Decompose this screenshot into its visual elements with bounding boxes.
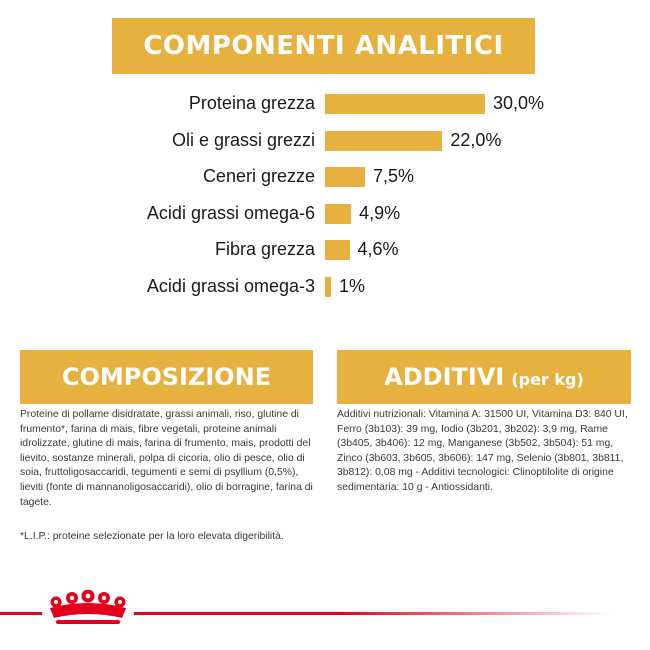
analytic-label: Proteina grezza <box>188 93 315 113</box>
analytic-label: Acidi grassi omega-3 <box>146 275 315 296</box>
analytic-bar <box>325 131 442 151</box>
analytic-title: COMPONENTI ANALITICI <box>143 31 504 61</box>
composition-title: COMPOSIZIONE <box>61 363 272 391</box>
analytic-value: 30,0% <box>493 93 545 113</box>
analytic-value: 1% <box>339 275 366 296</box>
analytic-bar <box>325 277 331 297</box>
analytic-value: 7,5% <box>373 166 415 186</box>
composition-text: Proteine di pollame disidratate, grassi animali, riso, glutine di frumento*, farina di mais, fibre vegetali, proteine animali idrolizzate, glutine di mais, farina di frumento, mais, prodotti del lievito, sostanze minerali, polpa di cicoria, olio di pesce, olio di soia, fruttoligosaccaridi, tegumenti e semi di psyllium (0,5%), lieviti (fonte di mannanoligosaccaridi), olio di borragine, farina di tagete. <box>20 409 313 508</box>
analytic-label: Ceneri grezze <box>202 166 315 186</box>
analytic-bar <box>325 94 485 114</box>
analytic-value: 4,6% <box>357 239 399 259</box>
analytic-value: 22,0% <box>450 129 502 150</box>
additives-title-sub: (per kg) <box>511 369 584 389</box>
analytic-title-banner <box>112 18 535 74</box>
composition-title-banner <box>20 350 313 404</box>
analytic-bar <box>325 204 351 224</box>
composition-note: *L.I.P.: proteine selezionate per la loro elevata digeribilità. <box>20 531 284 542</box>
additives-text: Additivi nutrizionali: Vitamina A: 31500 UI, Vitamina D3: 840 UI, Ferro (3b103): 39 mg, Iodio (3b201, 3b202): 3,9 mg, Rame (3b405, 3b406): 12 mg, Manganese (3b502, 3b504): 51 mg, Zinco (3b603, 3b605, 3b606): 147 mg, Selenio (3b801, 3b811, 3b812): 0,08 mg - Additivi tecnologici: Clinoptilolite di origine sedimentaria: 10 g - Antiossidanti. <box>337 409 628 493</box>
analytic-bar-chart <box>0 84 650 314</box>
analytic-bar <box>325 167 365 187</box>
additives-title: ADDITIVI <box>384 363 505 391</box>
analytic-bar <box>325 240 350 260</box>
analytic-label: Acidi grassi omega-6 <box>146 202 315 223</box>
analytic-value: 4,9% <box>359 202 401 223</box>
analytic-label: Oli e grassi grezzi <box>171 129 315 150</box>
royal-canin-crown-logo <box>42 590 134 630</box>
analytic-label: Fibra grezza <box>214 239 315 259</box>
additives-title-banner <box>337 350 631 404</box>
